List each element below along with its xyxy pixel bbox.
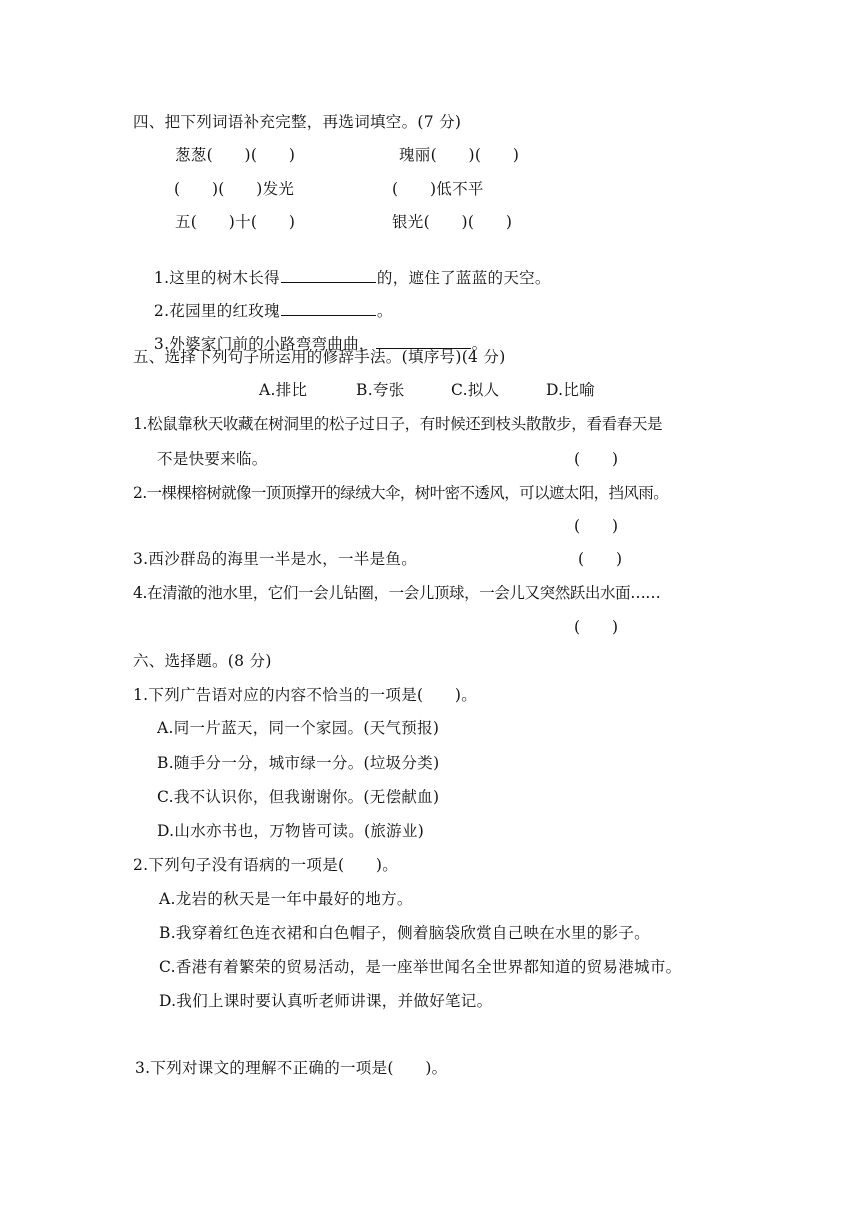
rhetoric-question-3-line1: 3.西沙群岛的海里一半是水，一半是鱼。 — [133, 550, 417, 568]
fill-question-3-after: 。 — [471, 335, 488, 353]
rhetoric-option-c: C.拟人 — [451, 381, 500, 399]
rhetoric-question-1-line1: 1.松鼠靠秋天收藏在树洞里的松子过日子，有时候还到枝头散散步，看看春天是 — [133, 415, 663, 433]
rhetoric-option-d: D.比喻 — [546, 381, 596, 399]
choice-option: B.我穿着红色连衣裙和白色帽子，侧着脑袋欣赏自己映在水里的影子。 — [159, 924, 650, 942]
choice-option: A.同一片蓝天，同一个家园。(天气预报) — [157, 719, 440, 737]
rhetoric-question-1-line2: 不是快要来临。 — [157, 450, 268, 468]
fill-question-2-before: 2.花园里的红玫瑰 — [153, 302, 280, 320]
answer-paren[interactable]: ( ) — [574, 517, 619, 535]
word-item-6: 银光( )( ) — [392, 213, 513, 231]
fill-question-2-after: 。 — [376, 302, 393, 320]
choice-question-1: 1.下列广告语对应的内容不恰当的一项是( )。 — [133, 686, 478, 704]
rhetoric-option-a: A.排比 — [259, 381, 308, 399]
choice-question-2: 2.下列句子没有语病的一项是( )。 — [133, 856, 399, 874]
fill-question-3-before: 3.外婆家门前的小路弯弯曲曲， — [153, 335, 375, 353]
section5-title: 五、选择下列句子所运用的修辞手法。(填序号)(4 分) — [133, 348, 506, 366]
word-item-5: 五( )十( ) — [175, 213, 296, 231]
choice-question-3: 3.下列对课文的理解不正确的一项是( )。 — [135, 1059, 448, 1077]
choice-option: D.我们上课时要认真听老师讲课，并做好笔记。 — [159, 992, 493, 1010]
fill-question-1-after: 的，遮住了蓝蓝的天空。 — [376, 269, 551, 287]
choice-option: C.我不认识你，但我谢谢你。(无偿献血) — [157, 788, 440, 806]
choice-option: A.龙岩的秋天是一年中最好的地方。 — [159, 890, 413, 908]
rhetoric-question-4-line1: 4.在清澈的池水里，它们一会儿钻圈，一会儿顶球，一会儿又突然跃出水面…… — [133, 584, 661, 602]
word-item-2: 瑰丽( )( ) — [399, 146, 520, 164]
word-item-1: 葱葱( )( ) — [175, 146, 296, 164]
choice-option: C.香港有着繁荣的贸易活动，是一座举世闻名全世界都知道的贸易港城市。 — [159, 958, 682, 976]
answer-paren[interactable]: ( ) — [574, 450, 619, 468]
fill-question-1-before: 1.这里的树木长得 — [153, 269, 280, 287]
answer-paren[interactable]: ( ) — [574, 618, 619, 636]
answer-paren[interactable]: ( ) — [578, 550, 623, 568]
word-item-4: ( )低不平 — [392, 180, 484, 198]
choice-option: D.山水亦书也，万物皆可读。(旅游业) — [157, 822, 425, 840]
word-item-3: ( )( )发光 — [174, 180, 295, 198]
rhetoric-option-b: B.夸张 — [356, 381, 405, 399]
section4-title: 四、把下列词语补充完整，再选词填空。(7 分) — [133, 113, 462, 131]
rhetoric-question-2-line1: 2.一棵棵榕树就像一顶顶撑开的绿绒大伞，树叶密不透风，可以遮太阳，挡风雨。 — [133, 484, 669, 502]
choice-option: B.随手分一分，城市绿一分。(垃圾分类) — [157, 754, 440, 772]
section6-title: 六、选择题。(8 分) — [133, 652, 272, 670]
